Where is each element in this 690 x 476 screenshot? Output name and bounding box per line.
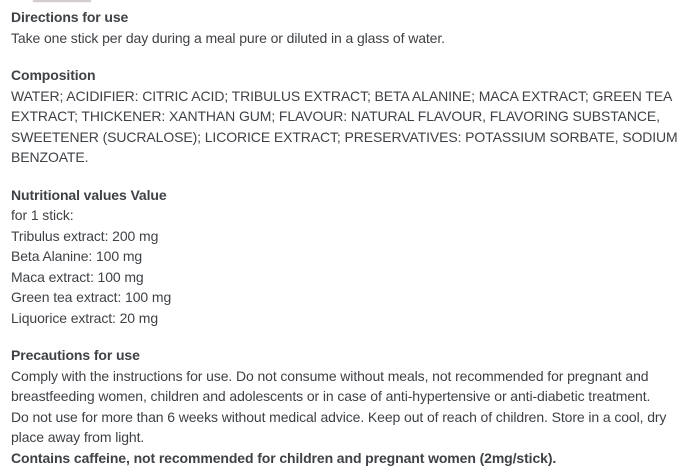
- clipped-text-remnant: [33, 0, 91, 2]
- body-text-line: SWEETENER (SUCRALOSE); LICORICE EXTRACT; PRESERVATIVES: POTASSIUM SORBATE, SODIUM: [11, 128, 678, 145]
- section-nutritional-values: [11, 185, 684, 329]
- section-heading: Nutritional values Value: [11, 186, 167, 203]
- body-text-line: WATER; ACIDIFIER: CITRIC ACID; TRIBULUS EXTRACT; BETA ALANINE; MACA EXTRACT; GREEN TEA: [11, 87, 673, 104]
- nutrient-row: Tribulus extract: 200 mg: [11, 227, 159, 244]
- body-text-line: Do not use for more than 6 weeks without medical advice. Keep out of reach of children. Store in a cool, dry: [11, 408, 667, 425]
- caffeine-warning-text: Contains caffeine, not recommended for children and pregnant women (2mg/stick).: [11, 449, 557, 466]
- nutrient-row: Beta Alanine: 100 mg: [11, 248, 143, 264]
- section-heading: Directions for use: [11, 9, 129, 25]
- nutrient-row: Maca extract: 100 mg: [11, 268, 144, 285]
- section-composition: [11, 65, 684, 168]
- body-text-line: EXTRACT; THICKENER: XANTHAN GUM; FLAVOUR: NATURAL FLAVOUR, FLAVORING SUBSTANCE,: [11, 108, 660, 124]
- nutrient-row: Green tea extract: 100 mg: [11, 289, 172, 305]
- section-heading: Precautions for use: [11, 347, 140, 363]
- body-text-line: Comply with the instructions for use. Do not consume without meals, not recommended for pregnant and: [11, 367, 649, 384]
- body-text-line: Take one stick per day during a meal pure or diluted in a glass of water.: [11, 29, 445, 46]
- body-text-line: breastfeeding women, children and adolescents or in case of anti-hypertensive or anti-diabetic treatment.: [11, 388, 651, 404]
- nutrient-row: Liquorice extract: 20 mg: [11, 309, 159, 326]
- section-precautions-for-use: [11, 345, 684, 468]
- section-directions-for-use: [11, 7, 684, 48]
- section-heading: Composition: [11, 67, 96, 83]
- body-text-line: BENZOATE.: [11, 149, 89, 165]
- body-text-line: for 1 stick:: [11, 207, 74, 223]
- body-text-line: place away from light.: [11, 429, 145, 445]
